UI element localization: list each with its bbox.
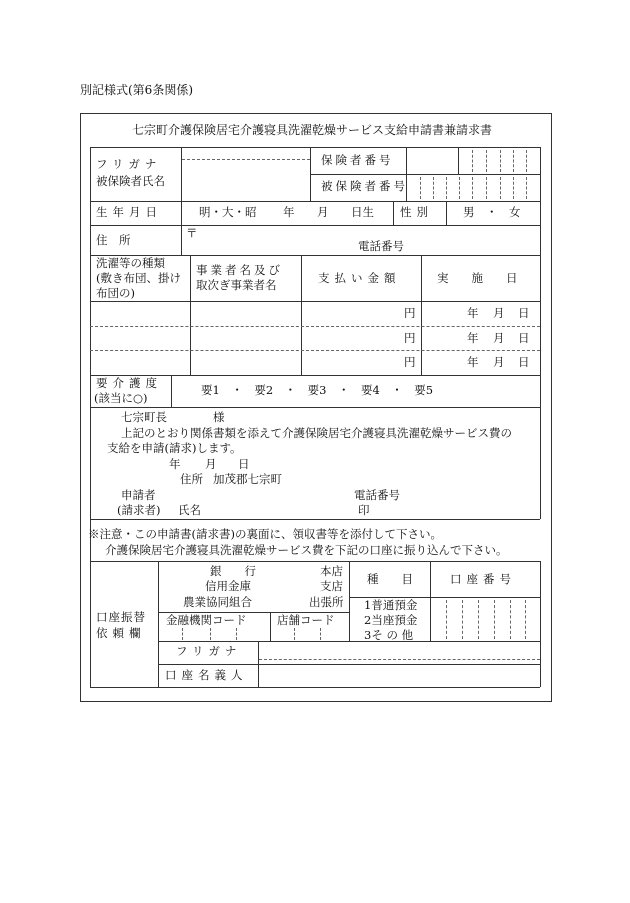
- account-holder-label: 口座名義人: [165, 668, 248, 682]
- bank-type-ja: 農業協同組合: [183, 595, 252, 609]
- dob-year-unit: 年: [283, 205, 295, 219]
- note-line-1: ※注意・この申請書(請求書)の裏面に、領収書等を添付して下さい。: [88, 527, 442, 541]
- insurer-number-label: 保険者番号: [321, 153, 394, 167]
- grid-line: [90, 519, 540, 520]
- bank-section-label: 口座振替: [96, 610, 146, 624]
- digit-separator: [510, 600, 511, 639]
- grid-line: [90, 147, 91, 687]
- digit-separator: [494, 600, 495, 639]
- dob-label: 生年月日: [96, 205, 162, 219]
- insured-number-label: 被保険者番号: [321, 179, 408, 193]
- branch-code-label: 店舗コード: [277, 613, 335, 627]
- grid-line: [301, 255, 302, 375]
- address-input[interactable]: [200, 226, 538, 254]
- yen-unit: 円: [404, 306, 416, 320]
- grid-line: [158, 561, 159, 687]
- seal-mark: 印: [358, 503, 370, 517]
- bank-section-label-2: 依頼欄: [96, 626, 146, 640]
- phone-label: 電話番号: [358, 239, 404, 253]
- care-level-hint: (該当に○): [94, 391, 148, 405]
- era-options[interactable]: 明・大・昭: [199, 205, 257, 219]
- yen-unit: 円: [404, 331, 416, 345]
- grid-line: [182, 159, 310, 160]
- insured-name-label: 被保険者氏名: [96, 174, 165, 188]
- digit-separator: [446, 600, 447, 639]
- grid-line: [90, 407, 540, 408]
- honorific: 様: [213, 410, 225, 424]
- digit-separator: [236, 628, 237, 640]
- year-unit: 年: [467, 355, 479, 369]
- applicant-label: 申請者: [121, 488, 156, 502]
- grid-line: [446, 201, 447, 225]
- bank-type-shinkin: 信用金庫: [205, 579, 251, 593]
- grid-line: [259, 659, 540, 660]
- declaration-text-1: 上記のとおり関係書類を添えて介護保険居宅介護寝具洗濯乾燥サービス費の: [121, 426, 512, 440]
- yen-unit: 円: [404, 355, 416, 369]
- dob-day-unit: 日生: [351, 205, 374, 219]
- grid-line: [158, 664, 540, 665]
- day-unit: 日: [518, 355, 530, 369]
- grid-line: [349, 561, 350, 641]
- branch-type-main: 本店: [320, 564, 343, 578]
- insurer-number-input[interactable]: [460, 148, 540, 173]
- grid-line: [393, 201, 394, 225]
- account-type-ordinary[interactable]: 1普通預金: [364, 598, 418, 612]
- year-unit: 年: [467, 331, 479, 345]
- month-unit: 月: [493, 306, 505, 320]
- account-type-other[interactable]: 3そ の 他: [364, 628, 414, 642]
- note-line-2: 介護保険居宅介護寝具洗濯乾燥サービス費を下記の口座に振り込んで下さい。: [105, 543, 508, 557]
- payment-label: 支払い金額: [318, 271, 401, 285]
- digit-separator: [294, 628, 295, 640]
- form-title: 七宗町介護保険居宅介護寝具洗濯乾燥サービス支給申請書兼請求書: [132, 123, 493, 137]
- account-number-label: 口座番号: [450, 572, 516, 586]
- grid-line: [458, 147, 459, 174]
- postal-mark: 〒: [186, 226, 198, 240]
- date-label: 実 施 日: [437, 271, 518, 285]
- grid-line: [540, 407, 541, 519]
- month-unit: 月: [493, 331, 505, 345]
- declaration-day: 日: [238, 457, 250, 471]
- address-label: 住 所: [96, 233, 131, 247]
- branch-type-branch: 支店: [320, 579, 343, 593]
- bank-type-bank: 銀 行: [210, 564, 256, 578]
- furigana-label: フリガナ: [96, 157, 162, 171]
- claimant-label: (請求者): [117, 503, 161, 517]
- dob-month-unit: 月: [317, 205, 329, 219]
- month-unit: 月: [493, 355, 505, 369]
- grid-line: [90, 301, 540, 302]
- applicant-phone-label: 電話番号: [354, 488, 400, 502]
- laundry-type-label: 洗濯等の種類: [96, 256, 165, 270]
- form-reference: 別記様式(第6条関係): [80, 83, 193, 97]
- grid-line: [158, 641, 540, 642]
- branch-type-sub: 出張所: [309, 595, 344, 609]
- grid-line: [181, 225, 182, 255]
- grid-line: [421, 255, 422, 375]
- care-level-options[interactable]: 要1 ・ 要2 ・ 要3 ・ 要4 ・ 要5: [201, 383, 434, 397]
- grid-line: [90, 350, 540, 351]
- grid-line: [171, 375, 172, 407]
- grid-line: [540, 561, 541, 687]
- digit-separator: [210, 628, 211, 640]
- grid-line: [90, 201, 540, 202]
- account-holder-input[interactable]: [260, 666, 538, 686]
- digit-separator: [182, 628, 183, 640]
- digit-separator: [478, 600, 479, 639]
- sex-options[interactable]: 男 ・ 女: [463, 205, 521, 219]
- grid-line: [540, 147, 541, 407]
- grid-line: [90, 326, 540, 327]
- name-input[interactable]: [182, 162, 310, 200]
- day-unit: 日: [518, 331, 530, 345]
- day-unit: 日: [518, 306, 530, 320]
- grid-line: [430, 561, 431, 641]
- laundry-type-label-2: (敷き布団、掛け: [96, 271, 181, 285]
- year-unit: 年: [467, 306, 479, 320]
- grid-line: [270, 612, 271, 641]
- care-level-label: 要介護度: [96, 376, 162, 390]
- declaration-text-2: 支給を申請(請求)します。: [107, 441, 242, 455]
- applicant-address-label: 住所: [180, 472, 203, 486]
- addressee: 七宗町長: [121, 410, 167, 424]
- provider-label-2: 取次ぎ事業者名: [196, 278, 277, 292]
- digit-separator: [525, 600, 526, 639]
- insured-number-input[interactable]: [407, 175, 540, 200]
- holder-furigana-label: フリガナ: [176, 644, 242, 658]
- applicant-address-value: 加茂郡七宗町: [213, 472, 282, 486]
- declaration-month: 月: [205, 457, 217, 471]
- account-type-label: 種 目: [367, 572, 413, 586]
- grid-line: [90, 687, 540, 688]
- grid-line: [181, 201, 182, 225]
- applicant-name-label: 氏名: [178, 503, 201, 517]
- declaration-year: 年: [169, 457, 181, 471]
- laundry-type-label-3: 布団の): [96, 286, 135, 300]
- digit-separator: [320, 628, 321, 640]
- sex-label: 性別: [400, 205, 433, 219]
- account-type-current[interactable]: 2当座預金: [364, 613, 418, 627]
- institution-code-label: 金融機関コード: [166, 613, 247, 627]
- digit-separator: [462, 600, 463, 639]
- provider-label: 事業者名及び: [196, 263, 283, 277]
- grid-line: [190, 255, 191, 375]
